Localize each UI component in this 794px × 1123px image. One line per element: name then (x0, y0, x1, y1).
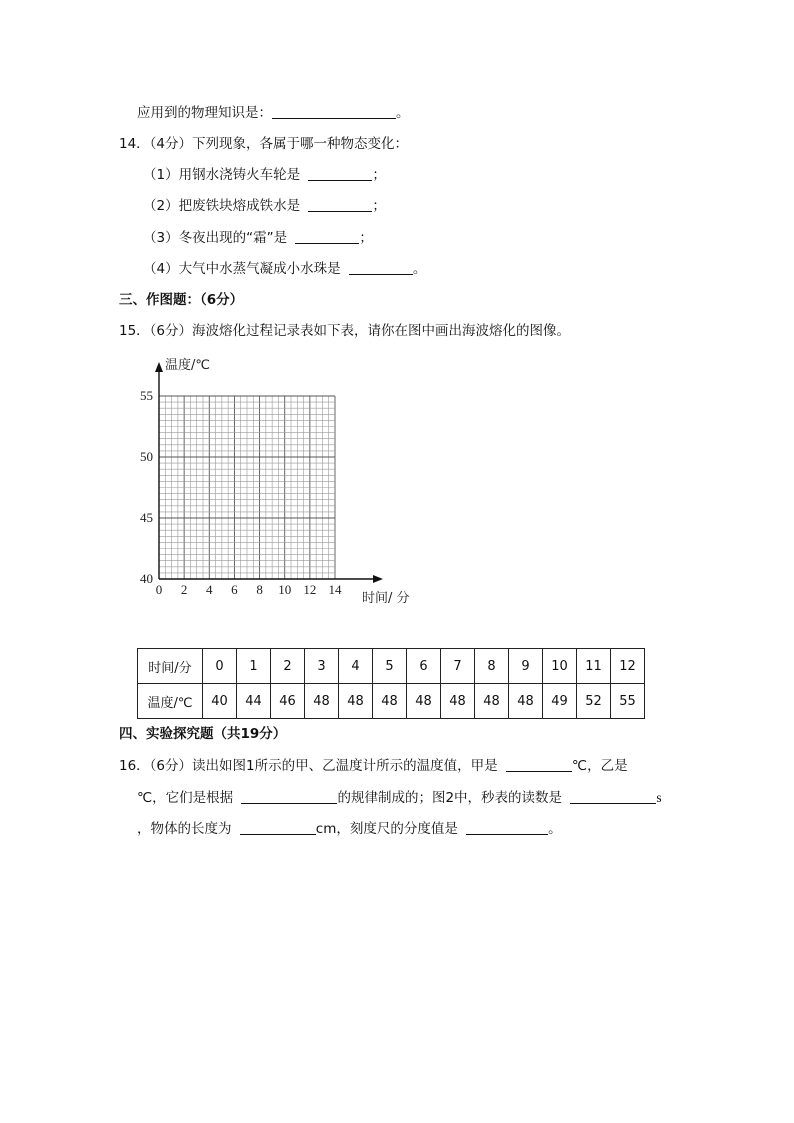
q16-blank-principle[interactable] (241, 789, 337, 804)
q16-text-2c: s (656, 790, 662, 805)
x-tick-label: 0 (155, 582, 163, 597)
y-tick-label: 45 (140, 510, 153, 525)
table-cell-time: 0 (203, 649, 237, 684)
table-cell-temperature: 55 (611, 684, 645, 719)
q14-item-4-blank[interactable] (349, 260, 413, 275)
table-cell-time: 6 (407, 649, 441, 684)
table-cell-temperature: 44 (237, 684, 271, 719)
x-tick-label: 2 (180, 582, 188, 597)
table-row-temperature (138, 684, 645, 719)
q14-item-3 (143, 229, 373, 247)
graph-axes (155, 362, 383, 583)
q14-item-1-text: （1）用钢水浇铸火车轮是 (143, 167, 301, 183)
q16-text-3b: cm，刻度尺的分度值是 (315, 821, 458, 837)
q16-text-3c: 。 (548, 821, 562, 837)
graph-grid (159, 396, 335, 579)
table-cell-time: 8 (475, 649, 509, 684)
table-header-temperature: 温度/℃ (138, 684, 203, 719)
q14-item-1-blank[interactable] (308, 166, 372, 181)
q16-text-1a: 16．（6分）读出如图1所示的甲、乙温度计所示的温度值，甲是 (119, 758, 498, 774)
q14-item-3-text: （3）冬夜出现的“霜”是 (143, 230, 288, 246)
y-tick-label: 50 (140, 449, 153, 464)
table-cell-temperature: 48 (407, 684, 441, 719)
y-tick-label: 55 (140, 388, 153, 403)
table-cell-temperature: 52 (577, 684, 611, 719)
q13-tail-end: 。 (396, 105, 410, 121)
q13-tail-line (137, 104, 410, 122)
table-cell-temperature: 48 (305, 684, 339, 719)
table-cell-temperature: 48 (509, 684, 543, 719)
q14-item-2-text: （2）把废铁块熔成铁水是 (143, 198, 301, 214)
x-axis-label: 时间/ 分 (362, 591, 410, 605)
q16-line-1 (119, 757, 628, 775)
table-cell-temperature: 46 (271, 684, 305, 719)
table-cell-time: 11 (577, 649, 611, 684)
table-cell-time: 9 (509, 649, 543, 684)
x-axis-arrow-icon (373, 575, 383, 583)
q16-blank-length[interactable] (240, 820, 316, 835)
table-cell-time: 12 (611, 649, 645, 684)
table-cell-temperature: 40 (203, 684, 237, 719)
table-cell-time: 3 (305, 649, 339, 684)
q16-text-2b: 的规律制成的；图2中，秒表的读数是 (337, 790, 563, 806)
table-cell-time: 7 (441, 649, 475, 684)
section3-title: 三、作图题：（6分） (119, 292, 244, 308)
melting-record-table (137, 648, 645, 719)
q16-text-2a: ℃，它们是根据 (137, 790, 234, 806)
table-row-time (138, 649, 645, 684)
q14-item-4-text: （4）大气中水蒸气凝成小水珠是 (143, 261, 341, 277)
table-cell-time: 2 (271, 649, 305, 684)
table-cell-time: 1 (237, 649, 271, 684)
q14-item-2-end: ； (372, 198, 386, 214)
q13-tail-text: 应用到的物理知识是： (137, 105, 272, 121)
x-tick-label: 6 (231, 582, 238, 597)
q16-blank-jia[interactable] (506, 757, 572, 772)
table-cell-temperature: 48 (441, 684, 475, 719)
q13-answer-blank[interactable] (272, 104, 396, 119)
q14-item-2-blank[interactable] (308, 197, 372, 212)
melting-graph[interactable] (0, 355, 794, 605)
y-axis-label: 温度/℃ (165, 358, 210, 373)
table-cell-temperature: 48 (373, 684, 407, 719)
table-cell-temperature: 49 (543, 684, 577, 719)
table-cell-time: 10 (543, 649, 577, 684)
q14-item-4 (143, 260, 426, 278)
q14-item-1-end: ； (372, 167, 386, 183)
x-tick-label: 14 (328, 582, 342, 597)
q14-item-1 (143, 166, 386, 184)
table-header-time: 时间/分 (138, 649, 203, 684)
table-cell-time: 5 (373, 649, 407, 684)
section4-title: 四、实验探究题（共19分） (119, 726, 287, 742)
x-tick-label: 12 (303, 582, 317, 597)
q14-item-2 (143, 197, 386, 215)
q16-text-3a: ，物体的长度为 (137, 821, 232, 837)
q16-line-3 (137, 820, 562, 838)
q15-title: 15．（6分）海波熔化过程记录表如下表，请你在图中画出海波熔化的图像。 (119, 323, 571, 339)
y-axis-arrow-icon (155, 362, 163, 372)
q16-text-1b: ℃，乙是 (571, 758, 628, 774)
q14-title: 14．（4分）下列现象，各属于哪一种物态变化： (119, 136, 409, 152)
table-cell-time: 4 (339, 649, 373, 684)
q16-blank-division[interactable] (466, 820, 548, 835)
q16-line-2 (137, 789, 662, 807)
x-tick-label: 8 (256, 582, 263, 597)
table-cell-temperature: 48 (339, 684, 373, 719)
q16-blank-stopwatch[interactable] (570, 789, 656, 804)
q14-item-3-end: ； (359, 230, 373, 246)
q14-item-4-end: 。 (412, 261, 427, 277)
y-tick-label: 40 (140, 571, 153, 586)
table-cell-temperature: 48 (475, 684, 509, 719)
x-tick-label: 10 (278, 582, 292, 597)
x-tick-label: 4 (206, 582, 213, 597)
q14-item-3-blank[interactable] (295, 229, 359, 244)
